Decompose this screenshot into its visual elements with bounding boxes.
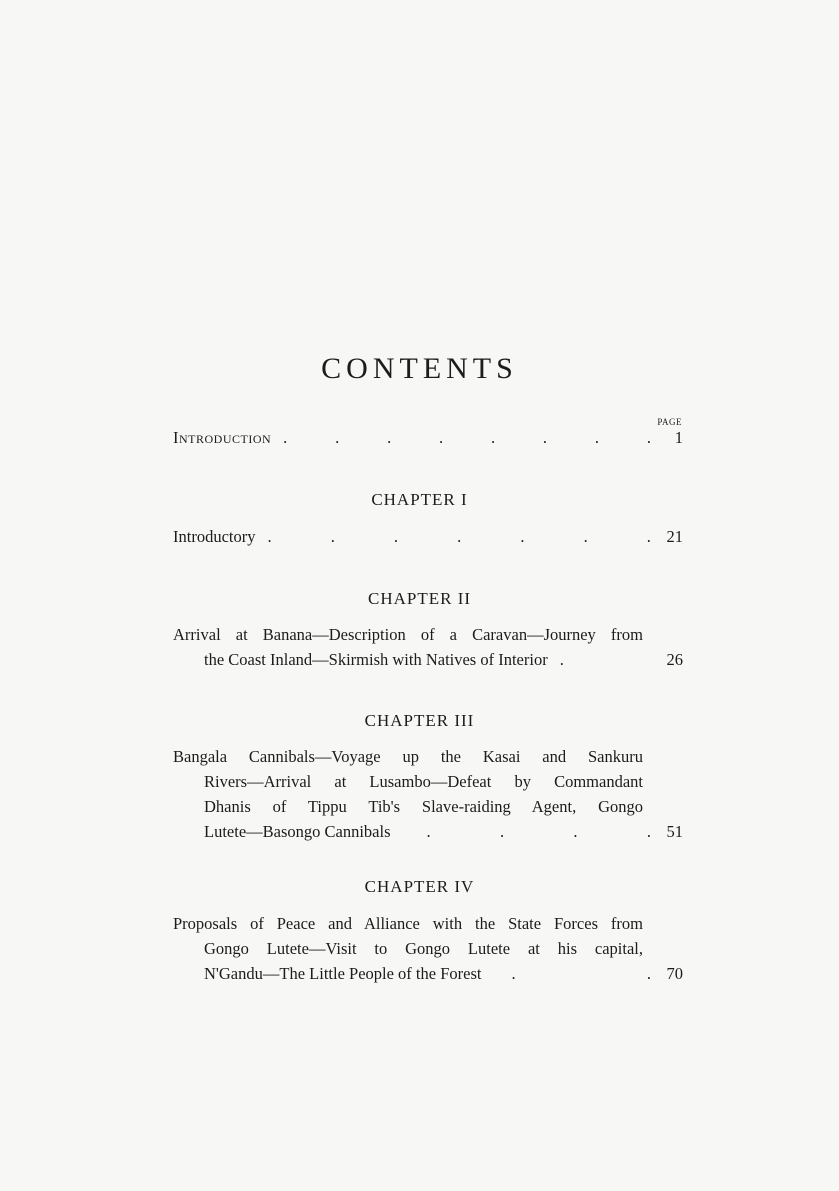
dot-leaders: . xyxy=(559,650,564,669)
toc-page-number: 70 xyxy=(666,964,683,983)
toc-entry-introduction[interactable] xyxy=(173,425,683,450)
dot-leaders: . . xyxy=(511,964,651,983)
dot-leaders: . . . . . . . xyxy=(267,527,651,546)
toc-entry-chapter-3[interactable] xyxy=(173,744,683,844)
chapter-heading: CHAPTER III xyxy=(364,711,475,730)
dot-leaders: . . . . xyxy=(426,822,651,841)
page-title: CONTENTS xyxy=(321,352,518,385)
toc-entry-title: Introduction xyxy=(173,428,272,447)
toc-entry-title: Introductory xyxy=(173,527,256,546)
toc-entry-chapter-1[interactable] xyxy=(173,524,683,549)
chapter-heading: CHAPTER I xyxy=(371,490,468,509)
toc-entry-line: Lutete—Basongo Cannibals xyxy=(204,822,391,841)
chapter-heading: CHAPTER IV xyxy=(364,877,475,896)
toc-entry-line: N'Gandu—The Little People of the Forest xyxy=(204,964,482,983)
toc-entry-chapter-2[interactable] xyxy=(173,622,683,672)
dot-leaders: . . . . . . . . xyxy=(283,428,651,447)
toc-entry-line: Bangala Cannibals—Voyage up the Kasai and Sankuru xyxy=(173,747,643,766)
toc-entry-line: Proposals of Peace and Alliance with the State Forces from xyxy=(173,914,643,933)
toc-entry-line: the Coast Inland—Skirmish with Natives of Interior xyxy=(204,650,548,669)
toc-entry-chapter-4[interactable] xyxy=(173,911,683,986)
toc-entry-line: Rivers—Arrival at Lusambo—Defeat by Commandant xyxy=(204,772,643,791)
toc-page-number: 51 xyxy=(666,822,683,841)
toc-entry-line: Dhanis of Tippu Tib's Slave-raiding Agent, Gongo xyxy=(204,797,643,816)
toc-page-number: 21 xyxy=(666,527,683,546)
toc-entry-line: Gongo Lutete—Visit to Gongo Lutete at his capital, xyxy=(204,939,643,958)
page-column-label: PAGE xyxy=(657,417,682,427)
toc-entry-line: Arrival at Banana—Description of a Caravan—Journey from xyxy=(173,625,643,644)
chapter-heading: CHAPTER II xyxy=(367,589,472,608)
toc-page-number: 1 xyxy=(674,428,683,447)
toc-page-number: 26 xyxy=(666,650,683,669)
